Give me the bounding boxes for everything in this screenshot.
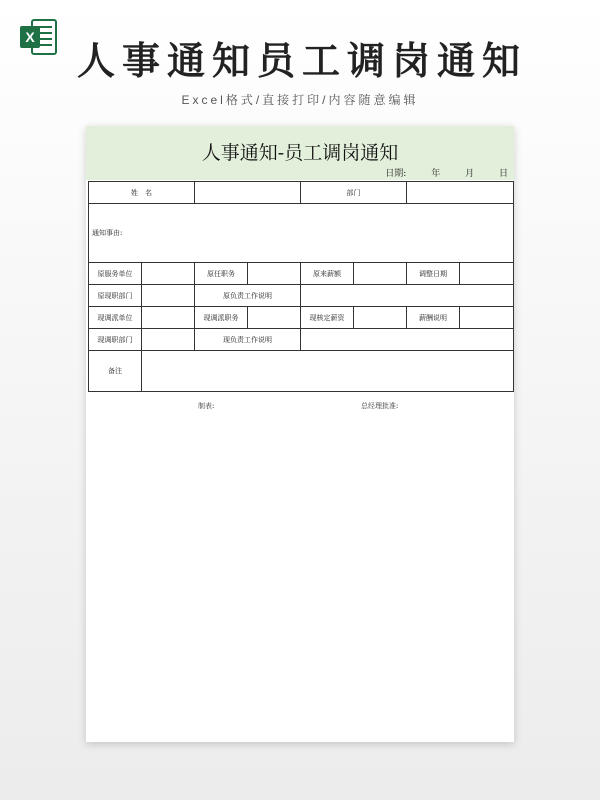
excel-icon [18, 17, 58, 57]
reason-field[interactable]: 通知事由: [89, 204, 514, 263]
dept-field[interactable] [407, 182, 514, 204]
svg-text:X: X [25, 29, 35, 45]
salary-note-field[interactable] [460, 307, 514, 329]
table-row [89, 182, 514, 204]
orig-dept-field[interactable] [142, 285, 195, 307]
document-title: 人事通知-员工调岗通知 [201, 142, 399, 164]
orig-duty-label: 原负责工作说明 [195, 285, 301, 307]
gm-approval-label: 总经理批准: [361, 402, 399, 410]
name-field[interactable] [195, 182, 301, 204]
page-subtitle: Excel格式/直接打印/内容随意编辑 [181, 93, 419, 107]
page-title: 人事通知员工调岗通知 [76, 39, 527, 83]
adjust-date-label: 调整日期 [407, 263, 460, 285]
notes-label: 备注 [89, 351, 142, 392]
new-post-field[interactable] [248, 307, 301, 329]
date-label: 日期: [385, 169, 407, 179]
new-duty-field[interactable] [301, 329, 514, 351]
adjust-date-field[interactable] [460, 263, 514, 285]
document-sheet [86, 126, 514, 742]
new-duty-label: 现负责工作说明 [195, 329, 301, 351]
year-label: 年 [431, 169, 441, 179]
new-unit-label: 现调派单位 [89, 307, 142, 329]
notes-field[interactable] [142, 351, 514, 392]
orig-salary-label: 原来薪额 [301, 263, 354, 285]
new-unit-field[interactable] [142, 307, 195, 329]
dept-label: 部门 [301, 182, 407, 204]
salary-note-label: 薪酬说明 [407, 307, 460, 329]
orig-unit-field[interactable] [142, 263, 195, 285]
prepared-by-label: 制表: [198, 402, 215, 410]
new-salary-field[interactable] [354, 307, 407, 329]
orig-post-label: 原任职务 [195, 263, 248, 285]
orig-salary-field[interactable] [354, 263, 407, 285]
table-row [89, 329, 514, 351]
new-post-label: 现调派职务 [195, 307, 248, 329]
day-label: 日 [498, 169, 508, 179]
table-row [89, 285, 514, 307]
orig-post-field[interactable] [248, 263, 301, 285]
table-row [89, 204, 514, 263]
new-dept-field[interactable] [142, 329, 195, 351]
orig-duty-field[interactable] [301, 285, 514, 307]
table-row [89, 307, 514, 329]
orig-dept-label: 原现职部门 [89, 285, 142, 307]
month-label: 月 [465, 169, 475, 179]
orig-unit-label: 原服务单位 [89, 263, 142, 285]
date-line [385, 166, 508, 179]
document-header [86, 126, 514, 180]
transfer-form-table [88, 181, 514, 392]
table-row [89, 351, 514, 392]
table-row [89, 263, 514, 285]
name-label: 姓 名 [89, 182, 195, 204]
new-salary-label: 现核定薪资 [301, 307, 354, 329]
new-dept-label: 现调职部门 [89, 329, 142, 351]
